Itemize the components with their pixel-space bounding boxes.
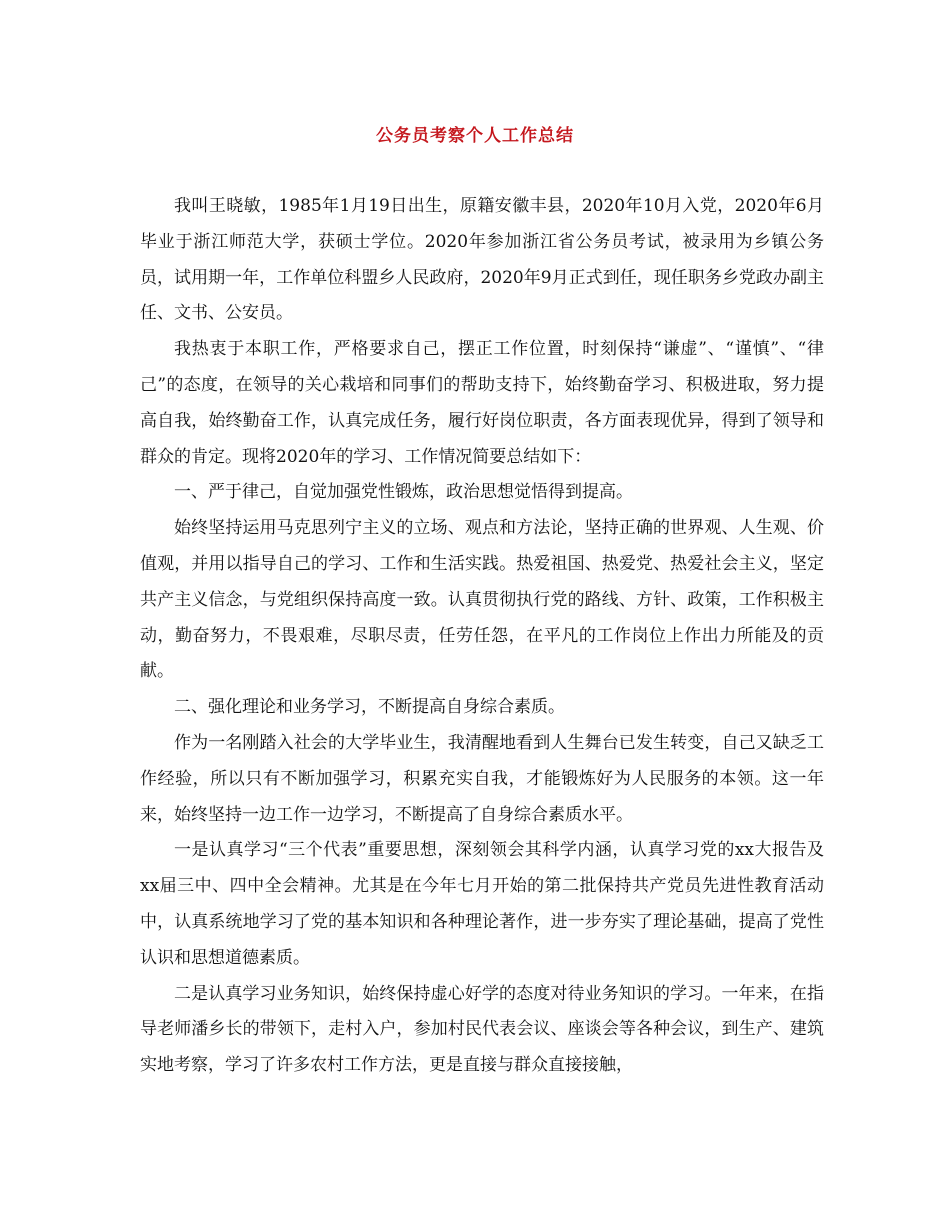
paragraph-intro: 我叫王晓敏，1985年1月19日出生，原籍安徽丰县，2020年10月入党，2020年6月毕业于浙江师范大学，获硕士学位。2020年参加浙江省公务员考试，被录用为乡镇公务员，试用期一年，工作单位科盟乡人民政府，2020年9月正式到任，现任职务乡党政办副主任、文书、公安员。 [140, 196, 824, 324]
document-body [140, 189, 824, 1084]
document-title: 公务员考察个人工作总结 [376, 126, 574, 146]
section-heading-2: 二、强化理论和业务学习，不断提高自身综合素质。 [174, 697, 565, 718]
paragraph-section-1: 始终坚持运用马克思列宁主义的立场、观点和方法论，坚持正确的世界观、人生观、价值观，并用以指导自己的学习、工作和生活实践。热爱祖国、热爱党、热爱社会主义，坚定共产主义信念，与党组织保持高度一致。认真贯彻执行党的路线、方针、政策，工作积极主动，勤奋努力，不畏艰难，尽职尽责，任劳任怨，在平凡的工作岗位上作出力所能及的贡献。 [140, 518, 824, 682]
paragraph-section-2: 作为一名刚踏入社会的大学毕业生，我清醒地看到人生舞台已发生转变，自己又缺乏工作经验，所以只有不断加强学习，积累充实自我，才能锻炼好为人民服务的本领。这一年来，始终坚持一边工作一边学习，不断提高了自身综合素质水平。 [140, 732, 824, 825]
paragraph-study-business: 二是认真学习业务知识，始终保持虚心好学的态度对待业务知识的学习。一年来，在指导老师潘乡长的带领下，走村入户，参加村民代表会议、座谈会等各种会议，到生产、建筑实地考察，学习了许多农村工作方法，更是直接与群众直接接触， [140, 983, 824, 1076]
paragraph-overview: 我热衷于本职工作，严格要求自己，摆正工作位置，时刻保持“谦虚”、“谨慎”、“律己”的态度，在领导的关心栽培和同事们的帮助支持下，始终勤奋学习、积极进取，努力提高自我，始终勤奋工作，认真完成任务，履行好岗位职责，各方面表现优异，得到了领导和群众的肯定。现将2020年的学习、工作情况简要总结如下： [140, 339, 824, 467]
section-heading-1: 一、严于律己，自觉加强党性锻炼，政治思想觉悟得到提高。 [174, 482, 633, 503]
paragraph-study-theory: 一是认真学习“三个代表”重要思想，深刻领会其科学内涵，认真学习党的xx大报告及xx届三中、四中全会精神。尤其是在今年七月开始的第二批保持共产党员先进性教育活动中，认真系统地学习了党的基本知识和各种理论著作，进一步夯实了理论基础，提高了党性认识和思想道德素质。 [140, 840, 824, 968]
